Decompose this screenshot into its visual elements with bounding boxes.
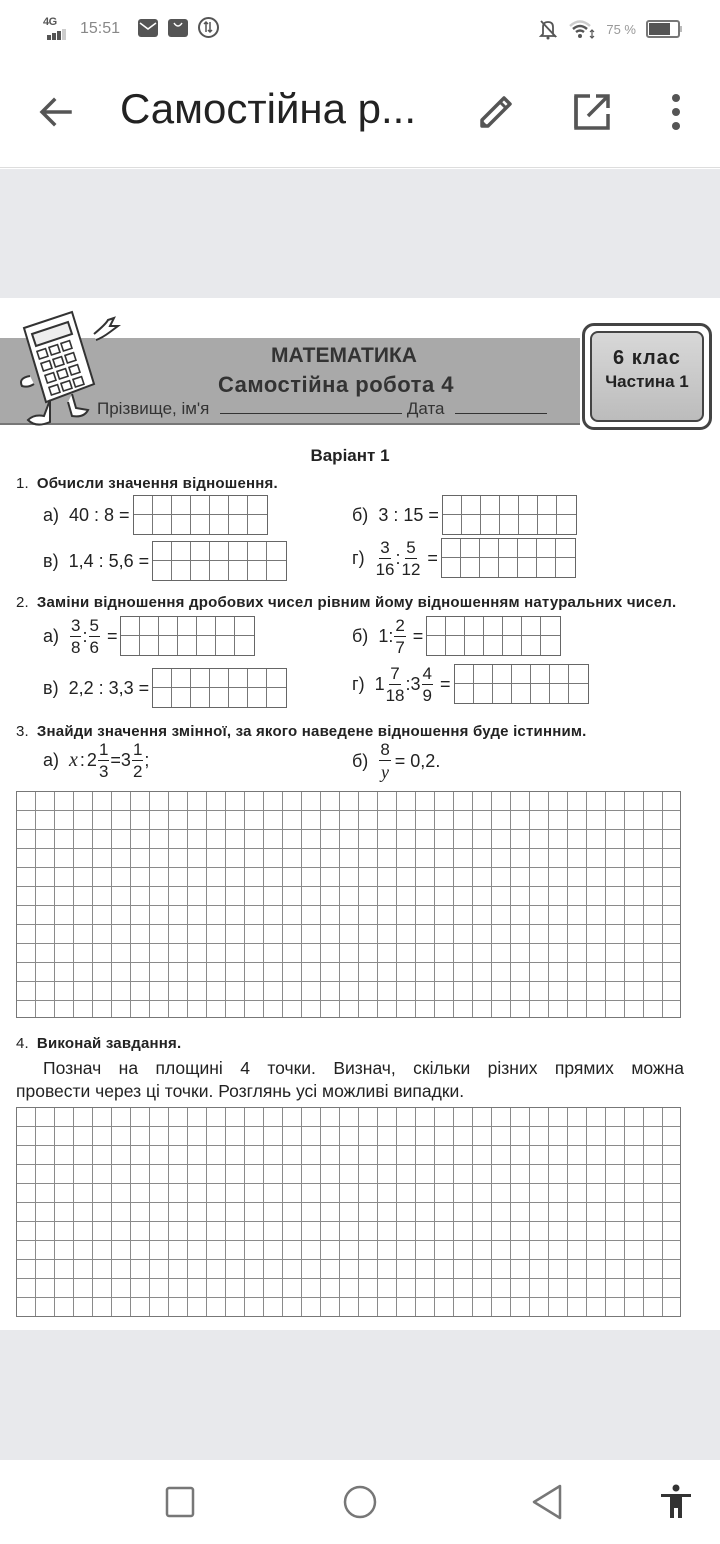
answer-box[interactable] — [442, 495, 577, 535]
status-bar — [0, 0, 720, 60]
edit-button[interactable] — [474, 90, 518, 134]
answer-box[interactable] — [152, 541, 287, 581]
status-right — [538, 16, 680, 42]
system-nav-bar — [0, 1460, 720, 1544]
recents-button[interactable] — [160, 1482, 200, 1522]
task-1g: г) $\frac{3}{16}$ : $\frac{5}{12}$ = — [352, 538, 576, 578]
subject-title: МАТЕМАТИКА — [271, 344, 417, 367]
wifi-icon — [568, 18, 596, 40]
network-type: 4G — [43, 16, 57, 28]
task-3-heading: 3. Знайди значення змінної, за якого наведене відношення буде істинним. — [16, 723, 587, 740]
class-box — [582, 323, 712, 430]
arrow-left-icon — [36, 92, 76, 132]
answer-box[interactable] — [441, 538, 576, 578]
app-bar — [0, 60, 720, 168]
recents-square-icon — [160, 1482, 200, 1522]
back-nav-button[interactable] — [528, 1482, 568, 1522]
task-2g: г) 1 $\frac{7}{18}$ : 3 $\frac{4}{9}$ = — [352, 664, 589, 704]
accessibility-icon — [656, 1482, 696, 1522]
name-label: Прізвище, ім'я — [97, 399, 210, 418]
clock: 15:51 — [80, 20, 121, 37]
answer-box[interactable] — [454, 664, 589, 704]
document-page[interactable] — [0, 298, 720, 1330]
home-button[interactable] — [340, 1482, 380, 1522]
battery-percent: 75 % — [606, 21, 636, 37]
answer-box[interactable] — [426, 616, 561, 656]
back-triangle-icon — [528, 1482, 568, 1522]
open-external-icon — [570, 90, 614, 134]
cellular-signal-icon — [43, 16, 69, 40]
date-label: Дата — [406, 399, 445, 418]
variant-title: Варіант 1 — [310, 446, 390, 465]
answer-box[interactable] — [120, 616, 255, 656]
date-field[interactable] — [455, 400, 547, 414]
task-3-grid-workspace[interactable] — [16, 791, 681, 1018]
task-1-heading: 1. Обчисли значення відношення. — [16, 475, 278, 492]
task-1a: а) 40 : 8 = — [43, 495, 268, 535]
document-title: Самостійна р... — [120, 85, 417, 132]
task-4-heading: 4. Виконай завдання. — [16, 1035, 182, 1052]
name-date-line — [97, 399, 547, 419]
more-vert-icon — [654, 90, 698, 134]
part-label: Частина 1 — [605, 372, 689, 391]
task-2-heading: 2. Заміни відношення дробових чисел рівним йому відношенням натуральних чисел. — [16, 594, 677, 611]
answer-box[interactable] — [152, 668, 287, 708]
task-3b: б) $\frac{8}{y}$ = 0,2. — [352, 740, 441, 782]
shopping-bag-icon — [168, 19, 188, 37]
more-options-button[interactable] — [654, 90, 698, 134]
task-2b: б) 1: $\frac{2}{7}$ = — [352, 616, 561, 656]
task-1v: в) 1,4 : 5,6 = — [43, 541, 287, 581]
grade-label: 6 клас — [613, 347, 681, 369]
task-4-grid-workspace[interactable] — [16, 1107, 681, 1317]
battery-icon — [646, 20, 680, 38]
open-external-button[interactable] — [570, 90, 614, 134]
answer-box[interactable] — [133, 495, 268, 535]
task-2v: в) 2,2 : 3,3 = — [43, 668, 287, 708]
home-circle-icon — [340, 1482, 380, 1522]
task-4-paragraph: Познач на площині 4 точки. Визнач, скільки різних прямих можна провести через ці точки. Розглянь усі можливі випадки. — [16, 1058, 684, 1101]
data-saver-icon — [198, 17, 219, 38]
viewer-background-bottom — [0, 1330, 720, 1460]
name-field[interactable] — [220, 400, 402, 414]
bell-off-icon — [538, 18, 558, 40]
task-3a: а) x : 2 $\frac{1}{3}$ = 3 $\frac{1}{2}$ ; — [43, 740, 150, 781]
viewer-background-top — [0, 169, 720, 298]
mail-icon — [138, 19, 158, 37]
back-button[interactable] — [36, 92, 76, 132]
task-1b: б) 3 : 15 = — [352, 495, 577, 535]
task-2a: а) $\frac{3}{8}$ : $\frac{5}{6}$ = — [43, 616, 255, 656]
work-title: Самостійна робота 4 — [218, 372, 455, 397]
accessibility-button[interactable] — [656, 1482, 696, 1522]
pencil-icon — [474, 90, 518, 134]
